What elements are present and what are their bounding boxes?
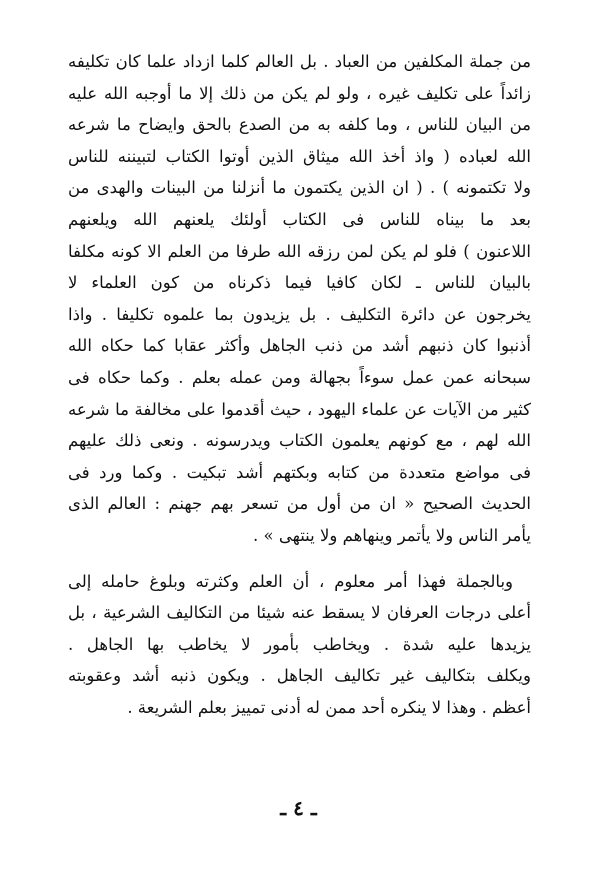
text-line: يخرجون عن دائرة التكليف . بل يزيدون بما علموه تكليفا . واذا: [68, 304, 531, 324]
text-line: اللاعنون ) فلو لم يكن لمن رزقه الله طرفا من العلم الا كونه مكلفا: [68, 241, 531, 261]
text-line: زائداً على تكليف غيره ، ولو لم يكن من ذلك إلا ما أوجبه الله عليه: [68, 83, 531, 103]
text-line: أعلى درجات العرفان لا يسقط عنه شيئا من التكاليف الشرعية ، بل: [68, 603, 531, 623]
text-line: أذنبوا كان ذنبهم أشد من ذنب الجاهل وأكثر عقابا كما حكاه الله: [68, 336, 531, 356]
text-line: الحديث الصحيح « ان من أول من تسعر بهم جهنم : العالم الذى: [68, 494, 531, 514]
text-line: الله لهم ، مع كونهم يعلمون الكتاب ويدرسونه . ونعى ذلك عليهم: [68, 431, 531, 451]
text-line: من جملة المكلفين من العباد . بل العالم كلما ازداد علما كان تكليفه: [68, 52, 531, 71]
text-line: سبحانه عمن عمل سوءاً بجهالة ومن عمله بعلم . وكما حكاه فى: [68, 367, 531, 387]
text-line: أعظم . وهذا لا ينكره أحد ممن له أدنى تمييز بعلم الشريعة .: [127, 697, 531, 717]
text-line: من البيان للناس ، وما كلفه به من الصدع بالحق وايضاح ما شرعه: [68, 115, 531, 135]
text-line: وبالجملة فهذا أمر معلوم ، أن العلم وكثرته وبلوغ حامله إلى: [68, 571, 513, 591]
text-line: فى مواضع متعددة من كتابه وبكتهم أشد تبكيت . وكما ورد فى: [68, 462, 531, 482]
text-line: بعد ما بيناه للناس فى الكتاب أولئك يلعنهم الله ويلعنهم: [68, 209, 531, 229]
text-line: كثير من الآيات عن علماء اليهود ، حيث أقدموا على مخالفة ما شرعه: [68, 399, 531, 419]
text-line: بالبيان للناس ـ لكان كافيا فيما ذكرناه من كون العلماء لا: [68, 273, 531, 293]
page-number: ـ ٤ ـ: [280, 796, 317, 820]
text-line: الله لعباده ( واذ أخذ الله ميثاق الذين أوتوا الكتاب لتبيننه للناس: [68, 146, 531, 166]
text-line: ولا تكتمونه ) . ( ان الذين يكتمون ما أنزلنا من البينات والهدى من: [68, 178, 531, 198]
text-line: يزيدها عليه شدة . ويخاطب بأمور لا يخاطب بها الجاهل .: [68, 634, 531, 654]
paragraph-2: [68, 566, 531, 724]
text-line: ويكلف بتكاليف غير تكاليف الجاهل . ويكون ذنبه أشد وعقوبته: [68, 666, 531, 686]
text-line: يأمر الناس ولا يأتمر وينهاهم ولا ينتهى » .: [253, 525, 531, 545]
paragraph-1: [68, 46, 531, 552]
